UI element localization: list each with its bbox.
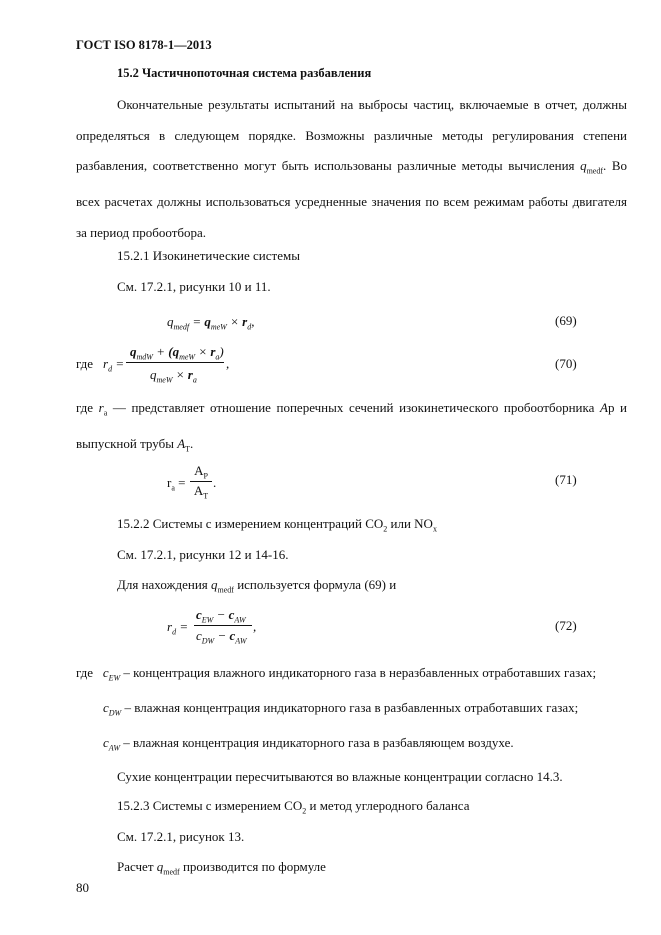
subsection-15-2-1-title: 15.2.1 Изокинетические системы [117,248,300,263]
equation-70-fraction-line [126,362,224,363]
equation-71-denominator: $A_T$ [193,483,209,501]
page-number: 80 [76,880,89,895]
subsection-15-2-1-ref: См. 17.2.1, рисунки 10 и 11. [117,279,271,294]
equation-72-lhs: $r_d$ = [167,619,189,637]
equation-69-number: (69) [555,313,577,328]
equation-72-numerator: $c_{EW} - c_{AW}$ [196,607,246,625]
equation-70-denominator: $q_{meW} \times r_a$ [150,367,197,385]
equation-69: $q_{medf} = q_{meW} \times r_d$, [167,314,255,332]
subsection-15-2-3-title: 15.2.3 Системы с измерением $CO_2$ и метод углеродного баланса [117,798,470,816]
equation-71-number: (71) [555,472,577,487]
subsection-15-2-2-title: 15.2.2 Системы с измерением концентраций $CO_2$ или $NO_x$ [117,516,437,534]
equation-72-denominator: $c_{DW} - c_{AW}$ [196,628,247,646]
equation-71-lhs: $r_a$ = [167,475,186,493]
ra-definition: где $r_a$ — представляет отношение поперечных сечений изокинетического пробоотборника Ap и выпускной трубы $A_T$. [76,400,627,454]
equation-70-where: где [76,356,94,371]
definition-caw: $c_{AW}$ – влажная концентрация индикаторного газа в разбавляющем воздухе. [103,735,514,753]
definition-cdw: $c_{DW}$ – влажная концентрация индикаторного газа в разбавленных отработавших газах; [103,700,579,718]
equation-70-end: , [226,356,230,371]
document-code: ГОСТ ISO 8178-1—2013 [76,38,212,52]
equation-70-number: (70) [555,356,577,371]
section-title: 15.2 Частичнопоточная система разбавления [117,66,372,80]
subsection-15-2-3-ref: См. 17.2.1, рисунок 13. [117,829,245,844]
intro-paragraph: Окончательные результаты испытаний на выбросы частиц, включаемые в отчет, должны определяться в следующем порядке. Возможны различные методы регулирования степени разбавления, соответственно могут быть использованы различные методы вычисления $q_{medf}$. Во всех расчетах должны использоваться усредненные значения по всем режимам работы двигателя за период пробоотбора. [76,97,628,240]
equation-71-numerator: $A_P$ [194,463,208,481]
equation-70-lhs: $r_d$ = [103,356,125,374]
equation-72-end: , [253,619,257,634]
equation-71-end: . [213,475,217,490]
subsection-15-2-2-formula-note: Для нахождения $q_{medf}$ используется формула (69) и [117,577,397,595]
equation-72-number: (72) [555,618,577,633]
equation-72-fraction-line [194,625,252,626]
definition-cew: где $c_{EW}$ – концентрация влажного индикаторного газа в неразбавленных отработавших газах; [76,665,597,683]
subsection-15-2-2-ref: См. 17.2.1, рисунки 12 и 14-16. [117,547,289,562]
dry-concentration-note: Сухие концентрации пересчитываются во влажные концентрации согласно 14.3. [117,769,563,784]
equation-70-numerator: $q_{mdW} + (q_{meW} \times r_a)$ [130,344,224,362]
subsection-15-2-3-calc-note: Расчет $q_{medf}$ производится по формуле [117,859,326,877]
equation-71-fraction-line [190,481,212,482]
